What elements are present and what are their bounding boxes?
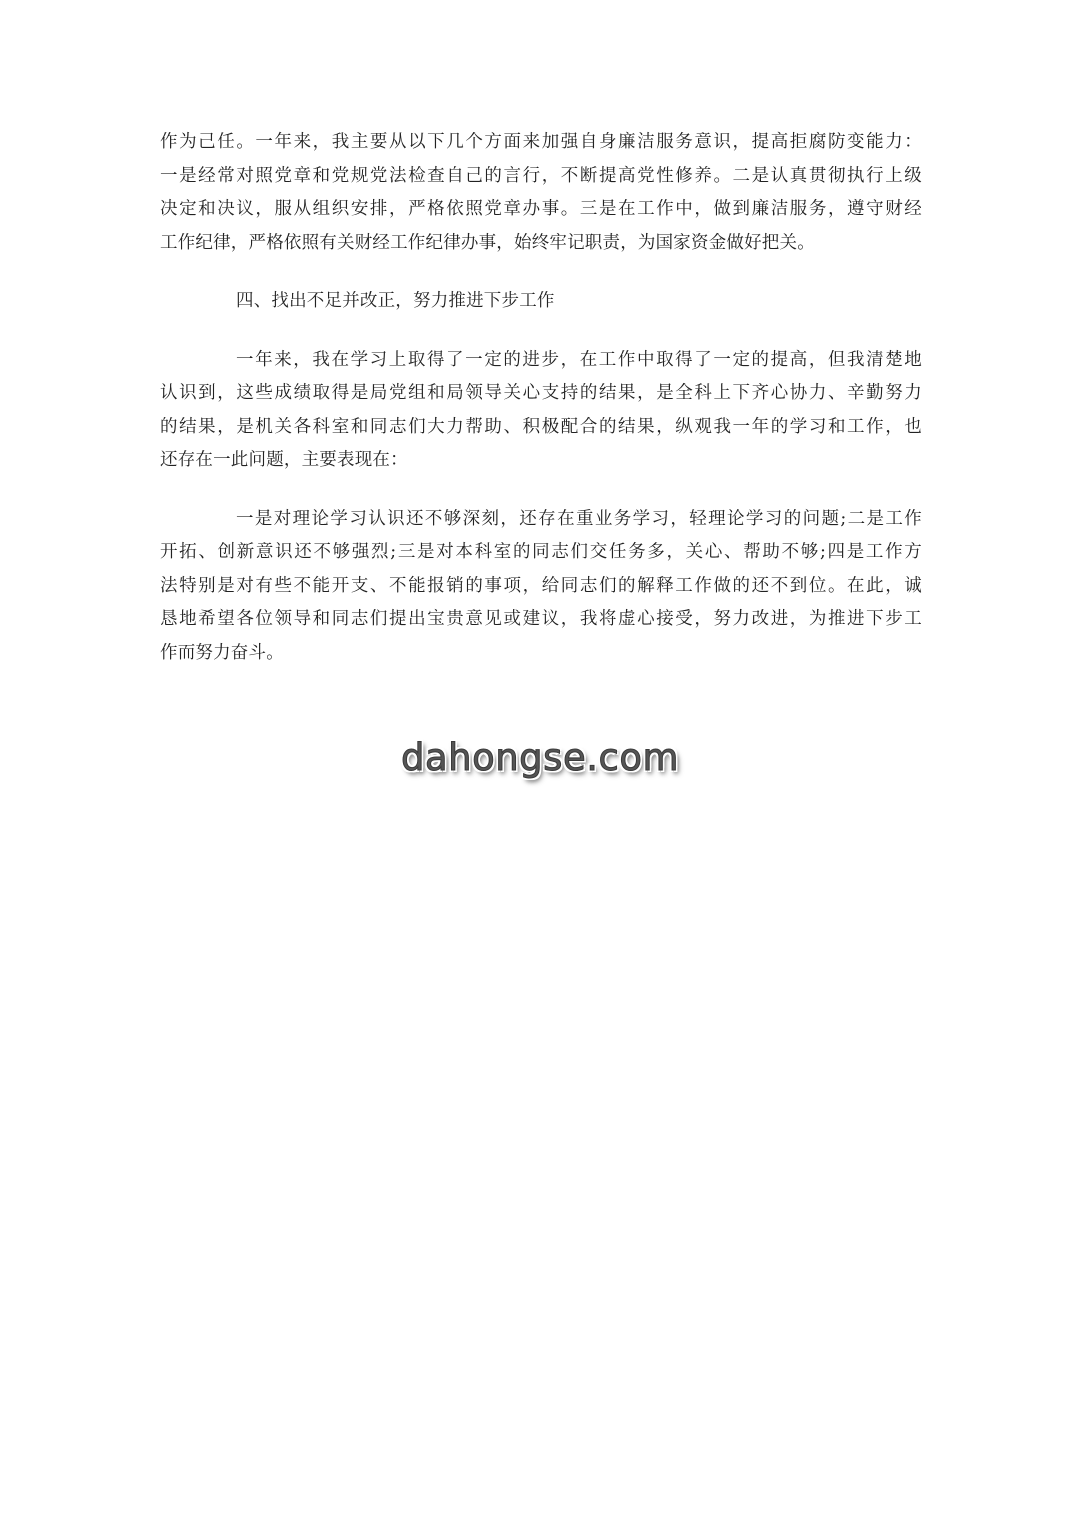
text-line: 法特别是对有些不能开支、不能报销的事项，给同志们的解释工作做的还不到位。在此，诚 — [160, 575, 922, 596]
paragraph-gap — [160, 478, 922, 503]
text-line: 决定和决议，服从组织安排，严格依照党章办事。三是在工作中，做到廉洁服务，遵守财经 — [160, 199, 922, 219]
text-line: 一年来，我在学习上取得了一定的进步，在工作中取得了一定的提高，但我清楚地 — [236, 349, 922, 370]
text-line: 作为己任。一年来，我主要从以下几个方面来加强自身廉洁服务意识，提高拒腐防变能力： — [160, 132, 922, 152]
paragraph-gap — [160, 260, 922, 285]
text-line: 作而努力奋斗。 — [160, 642, 284, 663]
text-line: 工作纪律，严格依照有关财经工作纪律办事，始终牢记职责，为国家资金做好把关。 — [160, 232, 815, 253]
document-body — [160, 126, 922, 670]
text-line: 认识到，这些成绩取得是局党组和局领导关心支持的结果，是全科上下齐心协力、辛勤努力 — [160, 383, 922, 403]
text-line: 一是对理论学习认识还不够深刻，还存在重业务学习，轻理论学习的问题;二是工作 — [236, 508, 922, 529]
text-line: 一是经常对照党章和党规党法检查自己的言行，不断提高党性修养。二是认真贯彻执行上级 — [160, 165, 922, 186]
text-line: 恳地希望各位领导和同志们提出宝贵意见或建议，我将虚心接受，努力改进，为推进下步工 — [160, 609, 922, 629]
paragraph-shortcomings-list — [160, 503, 922, 671]
text-line: 的结果，是机关各科室和同志们大力帮助、积极配合的结果，纵观我一年的学习和工作，也 — [160, 416, 922, 437]
paragraph-intro — [160, 126, 922, 260]
text-line: 还存在一此问题，主要表现在： — [160, 450, 408, 470]
text-line: 开拓、创新意识还不够强烈;三是对本科室的同志们交任务多，关心、帮助不够;四是工作方 — [160, 542, 922, 562]
watermark-text: dahongse.com — [400, 736, 679, 779]
paragraph-shortcomings-intro — [160, 344, 922, 478]
section-heading: 四、找出不足并改正，努力推进下步工作 — [236, 291, 555, 311]
paragraph-gap — [160, 319, 922, 344]
